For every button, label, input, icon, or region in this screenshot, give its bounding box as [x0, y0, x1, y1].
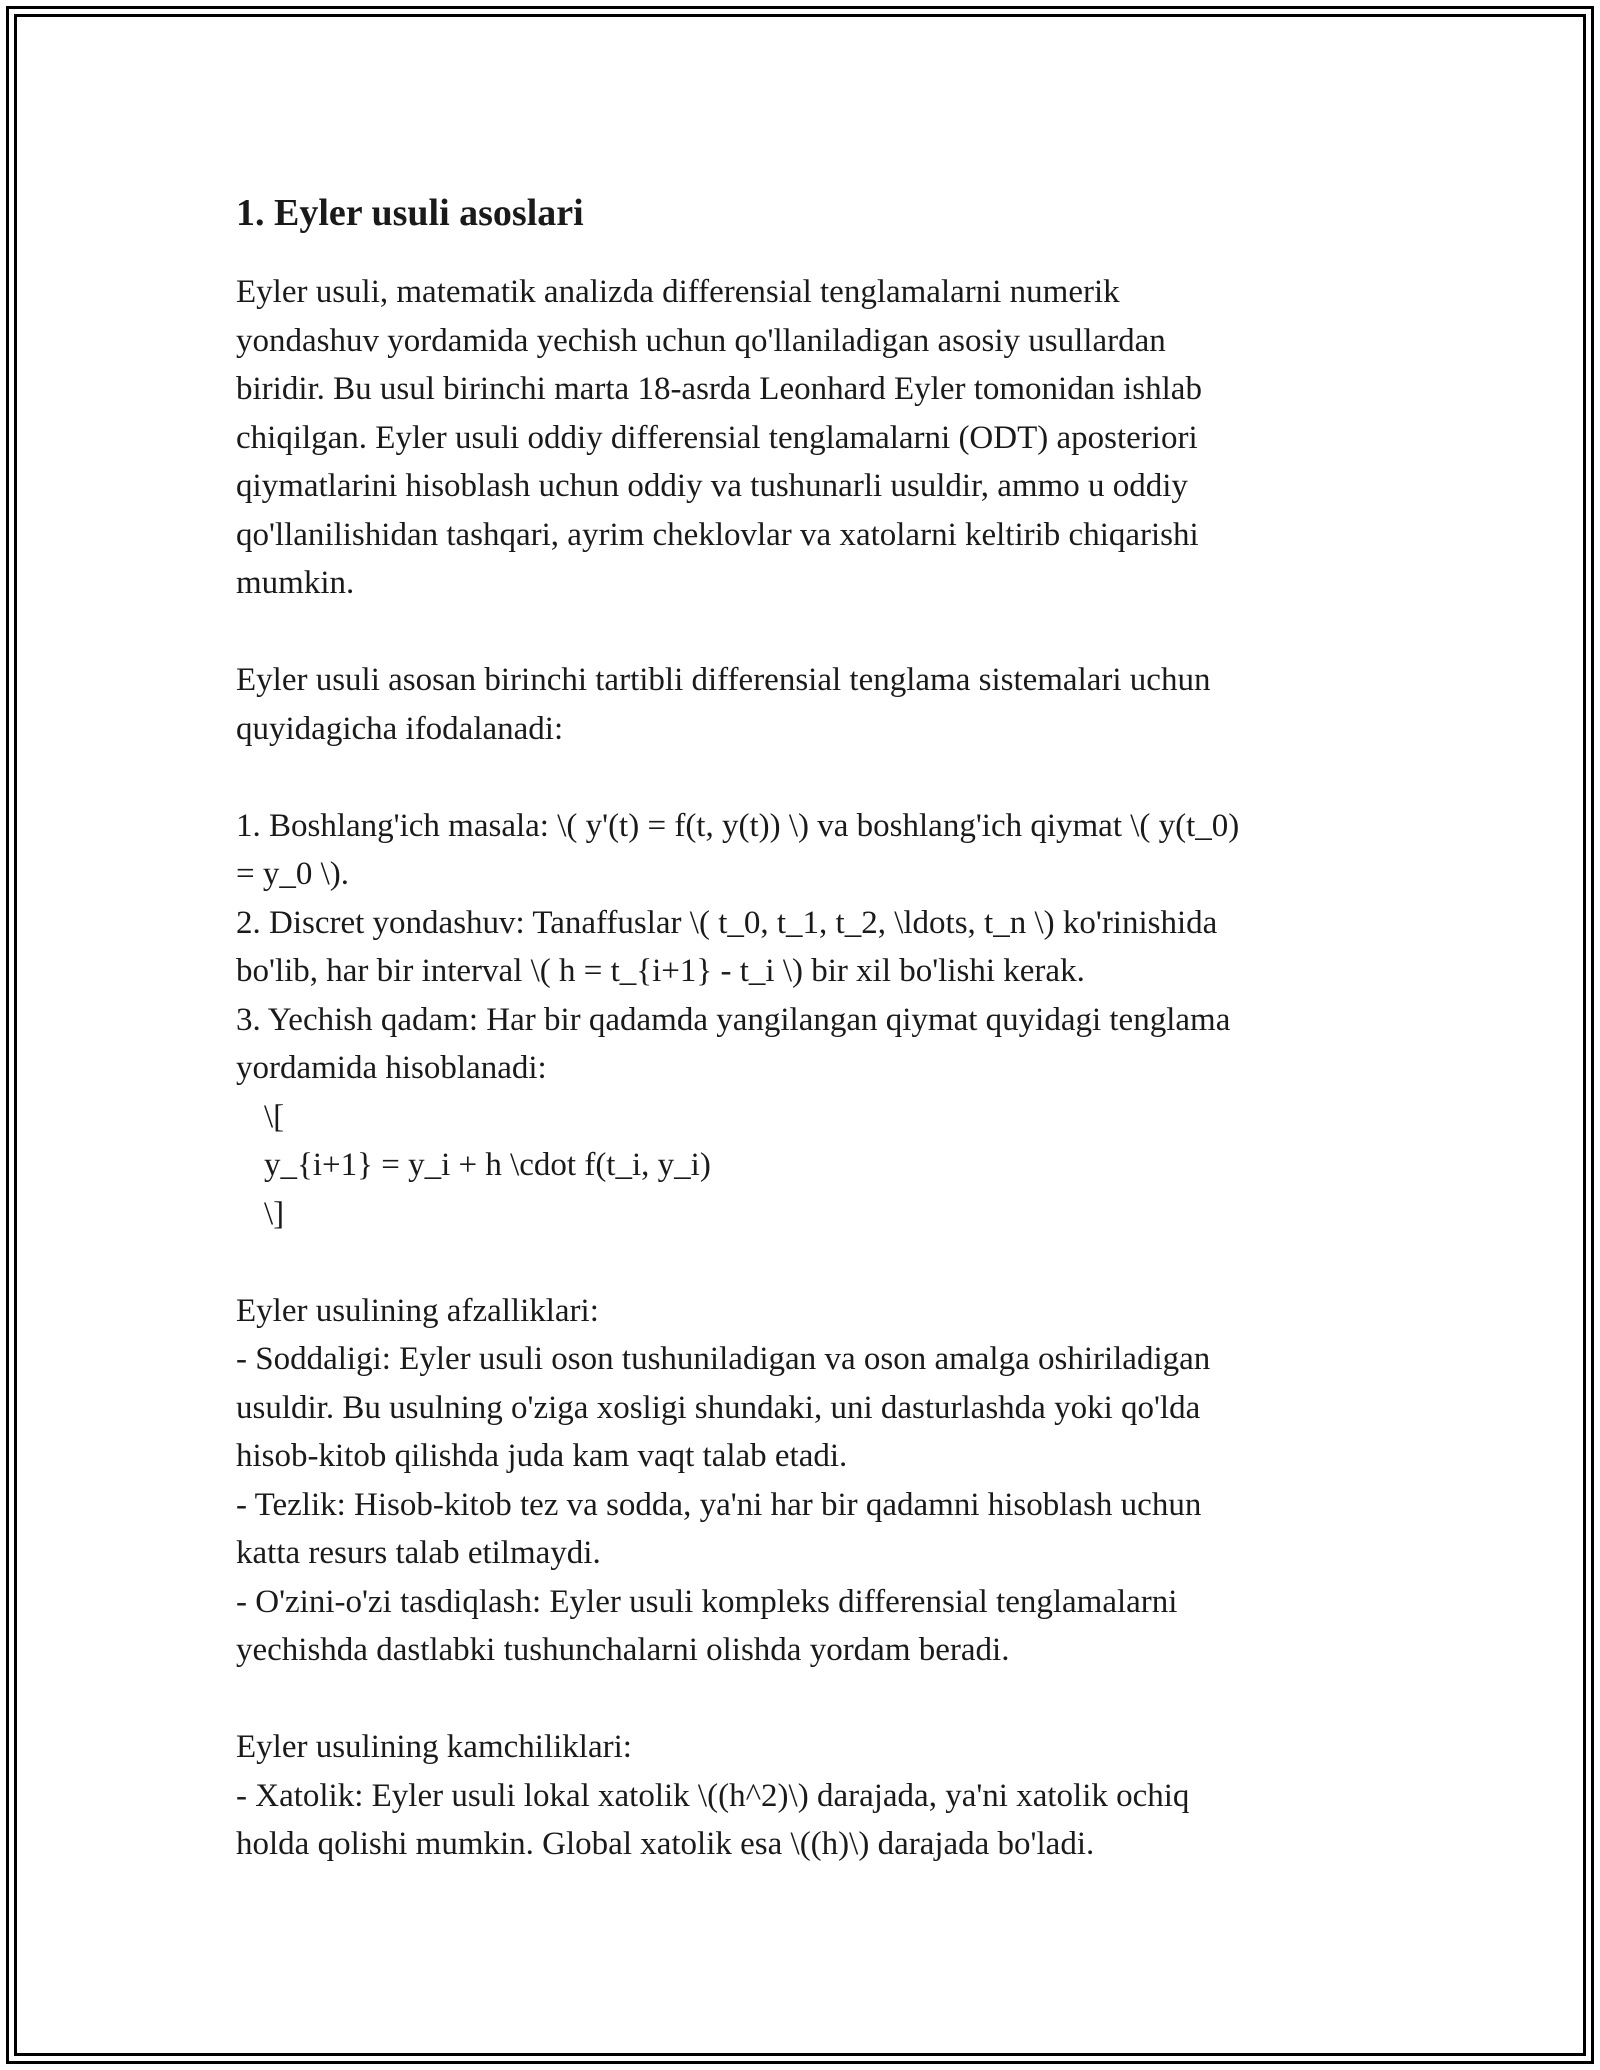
formula-line: \[: [264, 1098, 285, 1135]
text-line: hisob-kitob qilishda juda kam vaqt talab etadi.: [236, 1438, 848, 1474]
text-line: quyidagicha ifodalanadi:: [236, 710, 564, 747]
text-line: - Xatolik: Eyler usuli lokal xatolik \((h^2)\) darajada, ya'ni xatolik ochiq: [236, 1777, 1190, 1814]
step-line: yordamida hisoblanadi:: [236, 1050, 547, 1086]
text-line: mumkin.: [236, 565, 355, 601]
text-line: qiymatlarini hisoblash uchun oddiy va tushunarli usuldir, ammo u oddiy: [236, 468, 1188, 504]
step-line: = y_0 \).: [236, 856, 350, 892]
text-line: - Soddaligi: Eyler usuli oson tushuniladigan va oson amalga oshiriladigan: [236, 1341, 1211, 1377]
text-line: Eyler usuli, matematik analizda differensial tenglamalarni numerik: [236, 274, 1120, 310]
text-line: biridir. Bu usul birinchi marta 18-asrda Leonhard Eyler tomonidan ishlab: [236, 371, 1202, 407]
advantages-heading: Eyler usulining afzalliklari:: [236, 1292, 599, 1329]
paragraph-gap: [236, 1675, 1366, 1724]
disadvantages-heading: Eyler usulining kamchiliklari:: [236, 1729, 632, 1765]
text-line: yondashuv yordamida yechish uchun qo'llaniladigan asosiy usullardan: [236, 322, 1166, 359]
intro-paragraph: [236, 268, 1366, 1869]
formula-line: \]: [264, 1195, 285, 1232]
text-line: katta resurs talab etilmaydi.: [236, 1535, 601, 1571]
text-line: usuldir. Bu usulning o'ziga xosligi shundaki, uni dasturlashda yoki qo'lda: [236, 1389, 1201, 1426]
paragraph-gap: [236, 1238, 1366, 1287]
document-body: [236, 186, 1366, 1869]
step-line: 1. Boshlang'ich masala: \( y'(t) = f(t, y(t)) \) va boshlang'ich qiymat \( y(t_0): [236, 807, 1240, 844]
paragraph-gap: [236, 608, 1366, 657]
step-line: 2. Discret yondashuv: Tanaffuslar \( t_0, t_1, t_2, \ldots, t_n \) ko'rinishida: [236, 904, 1218, 941]
formula-line: y_{i+1} = y_i + h \cdot f(t_i, y_i): [264, 1147, 711, 1183]
step-line: bo'lib, har bir interval \( h = t_{i+1} - t_i \) bir xil bo'lishi kerak.: [236, 953, 1085, 989]
text-line: chiqilgan. Eyler usuli oddiy differensial tenglamalarni (ODT) aposteriori: [236, 419, 1198, 456]
step-line: 3. Yechish qadam: Har bir qadamda yangilangan qiymat quyidagi tenglama: [236, 1001, 1231, 1038]
text-line: - Tezlik: Hisob-kitob tez va sodda, ya'ni har bir qadamni hisoblash uchun: [236, 1486, 1202, 1523]
paragraph-gap: [236, 753, 1366, 802]
text-line: Eyler usuli asosan birinchi tartibli differensial tenglama sistemalari uchun: [236, 662, 1211, 698]
section-heading: 1. Eyler usuli asoslari: [236, 192, 584, 234]
text-line: - O'zini-o'zi tasdiqlash: Eyler usuli kompleks differensial tenglamalarni: [236, 1583, 1178, 1620]
text-line: holda qolishi mumkin. Global xatolik esa \((h)\) darajada bo'ladi.: [236, 1826, 1095, 1862]
text-line: yechishda dastlabki tushunchalarni olishda yordam beradi.: [236, 1632, 1010, 1668]
text-line: qo'llanilishidan tashqari, ayrim cheklovlar va xatolarni keltirib chiqarishi: [236, 516, 1199, 553]
